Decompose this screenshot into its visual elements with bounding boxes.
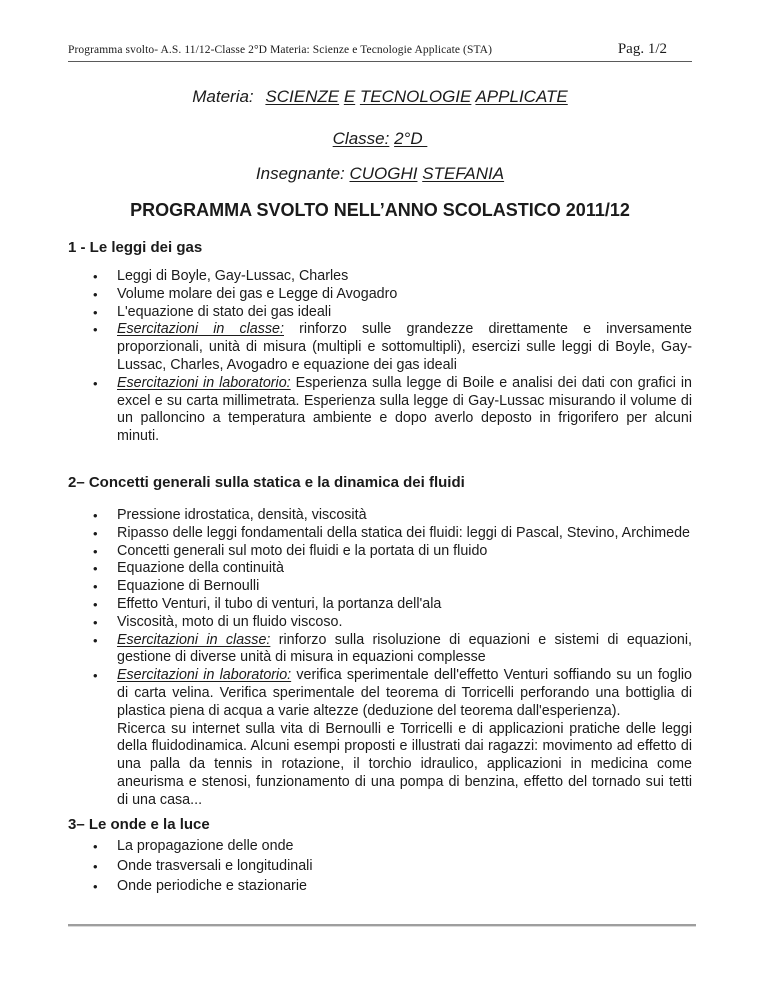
item-text: Esperienza sulla legge di Boile e analisi dei dati con grafici in excel e su carta millimetrata. Esperienza sulla legge di Gay-Lussac misurando il volume di un palloncino a temperatura ambiente e dopo averlo deposto in frigorifero per alcuni minuti. <box>117 374 692 445</box>
bullet-list <box>68 507 692 810</box>
item-text: Volume molare dei gas e Legge di Avogadro <box>117 285 398 302</box>
item-text: Equazione di Bernoulli <box>117 578 260 595</box>
list-item <box>117 667 692 809</box>
list-item <box>117 525 692 543</box>
subject-word: SCIENZE <box>265 87 340 106</box>
title-block <box>68 86 692 221</box>
section-heading: 3– Le onde e la luce <box>68 815 210 833</box>
item-text: verifica sperimentale dell'effetto Venturi soffiando su un foglio di carta velina. Verifica sperimentale del teorema di Torricelli perforando una bottiglia di plastica piena di acqua a varie altezze (deduzione del teorema dall'esperienza). <box>117 667 692 719</box>
subject-word: TECNOLOGIE <box>359 87 472 106</box>
list-item <box>117 878 692 896</box>
bullet-list <box>68 268 692 446</box>
teacher-label: Insegnante: <box>255 164 345 183</box>
class-line <box>68 128 692 149</box>
item-text: Ripasso delle leggi fondamentali della statica dei fluidi: leggi di Pascal, Stevino, Archimede <box>117 524 690 541</box>
subject-word: APPLICATE <box>475 87 568 106</box>
item-text: Leggi di Boyle, Gay-Lussac, Charles <box>117 268 349 284</box>
list-item <box>117 578 692 596</box>
list-item <box>117 858 692 876</box>
list-item <box>117 596 692 614</box>
list-item <box>117 560 692 578</box>
header-running-title: Programma svolto- A.S. 11/12-Classe 2°D Materia: Scienze e Tecnologie Applicate (STA) <box>68 44 493 56</box>
item-text: Pressione idrostatica, densità, viscosità <box>117 506 367 523</box>
item-lead: Esercitazioni in laboratorio: <box>117 374 291 391</box>
item-text: rinforzo sulle grandezze direttamente e inversamente proporzionali, unità di misura (multipli e sottomultipli), esercizi sulle leggi di Boyle, Gay-Lussac, Charles, Avogadro e equazione dei gas ideali <box>117 321 692 373</box>
teacher-word: STEFANIA <box>422 164 505 183</box>
subject-word: E <box>343 87 356 106</box>
list-item <box>117 632 692 668</box>
item-text: La propagazione delle onde <box>117 837 294 854</box>
page-header <box>68 42 692 62</box>
subject-line <box>68 86 692 107</box>
list-item <box>117 268 692 286</box>
teacher-line <box>68 163 692 184</box>
item-text: Viscosità, moto di un fluido viscoso. <box>117 613 343 630</box>
list-item <box>117 286 692 304</box>
list-item <box>117 321 692 374</box>
subject-label: Materia: <box>192 87 254 106</box>
list-item <box>117 375 692 446</box>
list-item <box>117 543 692 561</box>
teacher-word: CUOGHI <box>349 164 418 183</box>
item-text: Equazione della continuità <box>117 560 284 577</box>
item-text: Concetti generali sul moto dei fluidi e la portata di un fluido <box>117 542 488 559</box>
list-item <box>117 304 692 322</box>
footer-divider <box>68 924 696 926</box>
class-label: Classe: <box>332 129 390 148</box>
document-title: PROGRAMMA SVOLTO NELL’ANNO SCOLASTICO 2011/12 <box>130 200 630 220</box>
item-lead: Esercitazioni in classe: <box>117 321 284 338</box>
item-text: rinforzo sulla risoluzione di equazioni e sistemi di equazioni, gestione di diverse unità di misura in equazioni complesse <box>117 631 692 666</box>
header-page-number: Pag. 1/2 <box>617 41 667 57</box>
item-text: Onde periodiche e stazionarie <box>117 878 307 895</box>
section-heading: 1 - Le leggi dei gas <box>68 239 203 256</box>
class-value: 2°D <box>394 129 428 148</box>
item-continuation: Ricerca su internet sulla vita di Bernoulli e Torricelli e di applicazioni pratiche delle leggi della fluidodinamica. Alcuni esempi proposti e illustrati dai ragazzi: movimento ad effetto di una palla da tennis in rotazione, il torchio idraulico, applicazioni in medicina come aneurisma e stenosi, funzionamento di una pompa di benzina, effetto del tornado sui tetti di una casa... <box>117 720 692 808</box>
list-item <box>117 507 692 525</box>
bullet-list <box>68 838 692 896</box>
section-waves-and-light <box>68 815 692 896</box>
section-heading: 2– Concetti generali sulla statica e la dinamica dei fluidi <box>68 473 465 491</box>
list-item <box>117 838 692 856</box>
section-fluid-statics-dynamics <box>68 473 692 810</box>
section-gas-laws <box>68 238 692 446</box>
item-lead: Esercitazioni in classe: <box>117 631 271 648</box>
item-text: Onde trasversali e longitudinali <box>117 857 313 874</box>
list-item <box>117 614 692 632</box>
item-lead: Esercitazioni in laboratorio: <box>117 667 292 684</box>
item-text: Effetto Venturi, il tubo di venturi, la portanza dell'ala <box>117 595 442 612</box>
item-text: L'equazione di stato dei gas ideali <box>117 303 332 320</box>
